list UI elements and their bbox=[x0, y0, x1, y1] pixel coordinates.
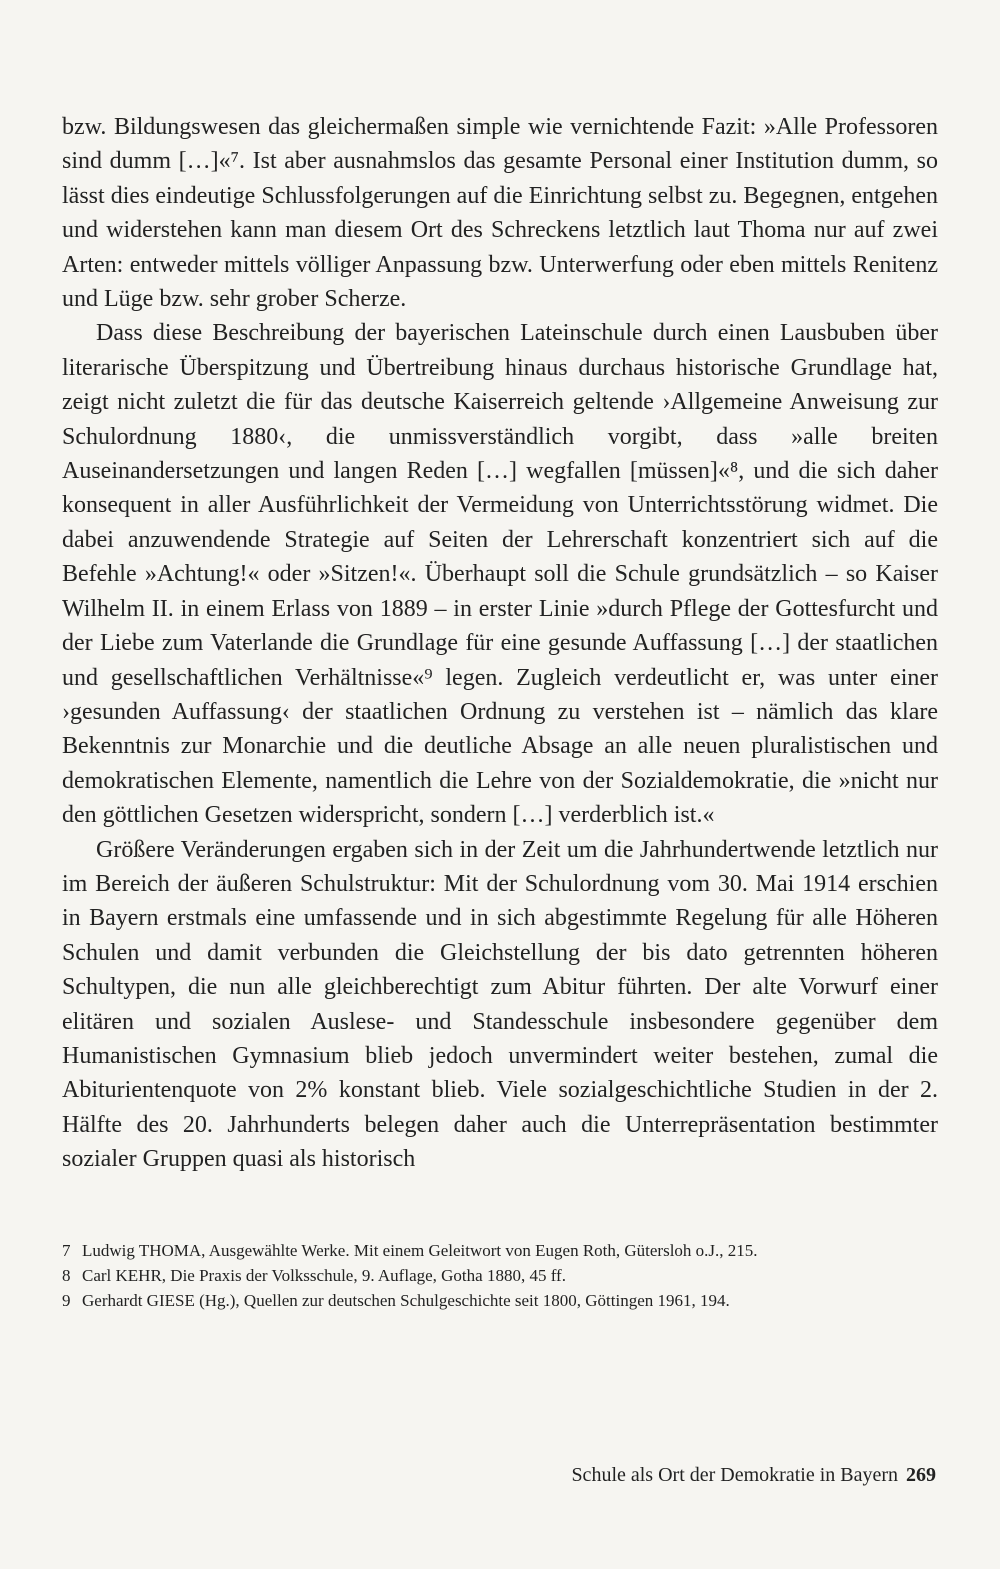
footnote-text: Carl KEHR, Die Praxis der Volksschule, 9. Auflage, Gotha 1880, 45 ff. bbox=[82, 1266, 566, 1285]
paragraph: Dass diese Beschreibung der bayerischen Lateinschule durch einen Lausbuben über literarische Überspitzung und Übertreibung hinaus durchaus historische Grundlage hat, zeigt nicht zuletzt die für das deutsche Kaiserreich geltende ›Allgemeine Anweisung zur Schulordnung 1880‹, die unmissverständlich vorgibt, dass »alle breiten Auseinandersetzungen und langen Reden […] wegfallen [müssen]«⁸, und die sich daher konsequent in aller Ausführlichkeit der Vermeidung von Unterrichtsstörung widmet. Die dabei anzuwendende Strategie auf Seiten der Lehrerschaft konzentriert sich auf die Befehle »Achtung!« oder »Sitzen!«. Überhaupt soll die Schule grundsätzlich – so Kaiser Wilhelm II. in einem Erlass von 1889 – in erster Linie »durch Pflege der Gottesfurcht und der Liebe zum Vaterlande die Grundlage für eine gesunde Auffassung […] der staatlichen und gesellschaftlichen Verhältnisse«⁹ legen. Zugleich verdeutlicht er, was unter einer ›gesunden Auffassung‹ der staatlichen Ordnung zu verstehen ist – nämlich das klare Bekenntnis zur Monarchie und die deutliche Absage an alle neuen pluralistischen und demokratischen Elemente, namentlich die Lehre von der Sozialdemokratie, die »nicht nur den göttlichen Gesetzen widerspricht, sondern […] verderblich ist.« bbox=[62, 320, 938, 829]
footnote bbox=[62, 1238, 942, 1263]
paragraph: Größere Veränderungen ergaben sich in der Zeit um die Jahrhundertwende letztlich nur im Bereich der äußeren Schulstruktur: Mit der Schulordnung vom 30. Mai 1914 erschien in Bayern erstmals eine umfassende und in sich abgestimmte Regelung für alle Höheren Schulen und damit verbunden die Gleichstellung der bis dato getrennten höheren Schultypen, die nun alle gleichberechtigt zum Abitur führten. Der alte Vorwurf einer elitären und sozialen Auslese- und Standesschule insbesondere gegenüber dem Humanistischen Gymnasium blieb jedoch unvermindert weiter bestehen, zumal die Abiturientenquote von 2% konstant blieb. Viele sozialgeschichtliche Studien in der 2. Hälfte des 20. Jahrhunderts belegen daher auch die Unterrepräsentation bestimmter sozialer Gruppen quasi als historisch bbox=[62, 836, 938, 1173]
footnote-text: Gerhardt GIESE (Hg.), Quellen zur deutschen Schulgeschichte seit 1800, Göttingen 1961, 194. bbox=[82, 1291, 730, 1310]
footnotes bbox=[62, 1238, 942, 1313]
running-title: Schule als Ort der Demokratie in Bayern bbox=[571, 1464, 898, 1486]
footnote-number: 9 bbox=[62, 1291, 71, 1310]
page-number: 269 bbox=[906, 1464, 936, 1486]
footnote bbox=[62, 1288, 942, 1313]
body-text bbox=[62, 110, 938, 1177]
paragraph: bzw. Bildungswesen das gleichermaßen simple wie vernichtende Fazit: »Alle Professoren sind dumm […]«⁷. Ist aber ausnahmslos das gesamte Personal einer Institution dumm, so lässt dies eindeutige Schlussfolgerungen auf die Einrichtung selbst zu. Begegnen, entgehen und widerstehen kann man diesem Ort des Schreckens letztlich laut Thoma nur auf zwei Arten: entweder mittels völliger Anpassung bzw. Unterwerfung oder eben mittels Renitenz und Lüge bzw. sehr grober Scherze. bbox=[62, 114, 938, 313]
footnote-number: 7 bbox=[62, 1241, 71, 1260]
running-footer bbox=[571, 1464, 936, 1487]
footnote bbox=[62, 1263, 942, 1288]
footnote-number: 8 bbox=[62, 1266, 71, 1285]
footnote-text: Ludwig THOMA, Ausgewählte Werke. Mit einem Geleitwort von Eugen Roth, Gütersloh o.J., 215. bbox=[82, 1241, 758, 1260]
